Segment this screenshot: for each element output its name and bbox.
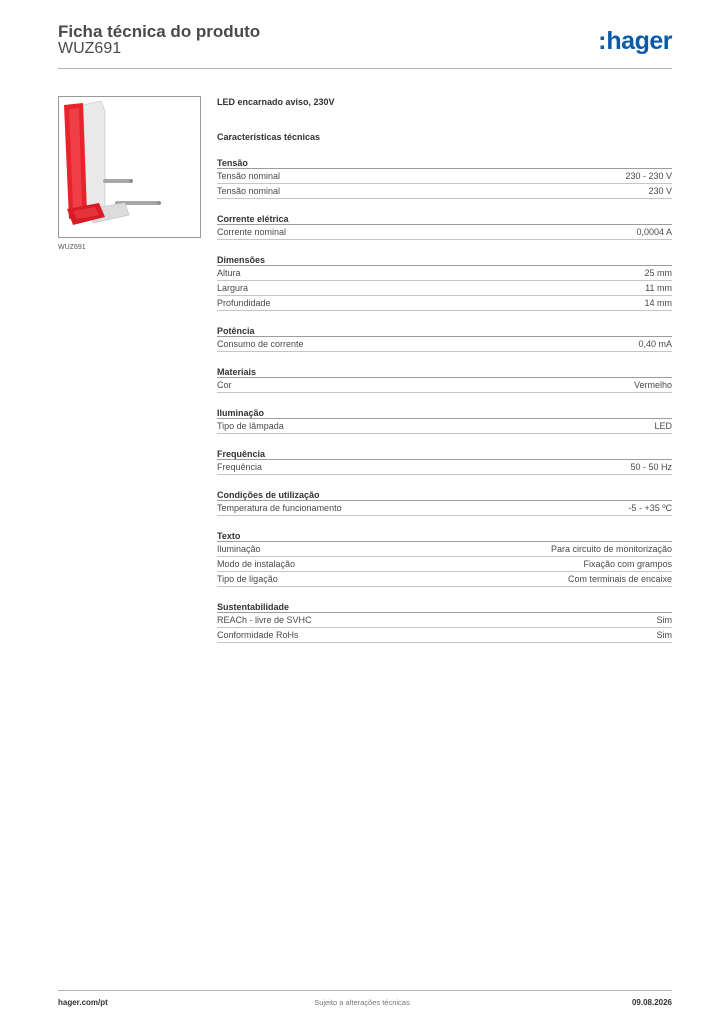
spec-label: Tipo de lâmpada bbox=[217, 421, 284, 431]
spec-value: Sim bbox=[656, 615, 672, 625]
spec-value: Para circuito de monitorização bbox=[550, 544, 672, 554]
spec-label: Tensão nominal bbox=[217, 186, 281, 196]
spec-group-title: Corrente elétrica bbox=[217, 213, 672, 225]
spec-value: Fixação com grampos bbox=[583, 559, 672, 569]
product-description: LED encarnado aviso, 230V bbox=[217, 97, 335, 107]
spec-value: 11 mm bbox=[645, 283, 672, 293]
spec-group-title: Materiais bbox=[217, 366, 672, 378]
spec-value: Sim bbox=[656, 630, 672, 640]
spec-row bbox=[217, 225, 672, 240]
spec-label: Consumo de corrente bbox=[217, 339, 304, 349]
spec-row bbox=[217, 628, 672, 643]
spec-group-title: Condições de utilização bbox=[217, 489, 672, 501]
spec-row bbox=[217, 419, 672, 434]
spec-groups bbox=[217, 157, 672, 643]
spec-label: Tipo de ligação bbox=[217, 574, 278, 584]
spec-group-title: Iluminação bbox=[217, 407, 672, 419]
spec-row bbox=[217, 169, 672, 184]
spec-group bbox=[217, 254, 672, 311]
product-code: WUZ691 bbox=[58, 40, 122, 57]
spec-row bbox=[217, 542, 672, 557]
spec-value: 230 - 230 V bbox=[625, 171, 672, 181]
spec-row bbox=[217, 281, 672, 296]
spec-group bbox=[217, 489, 672, 516]
spec-group-title: Sustentabilidade bbox=[217, 601, 672, 613]
spec-group bbox=[217, 407, 672, 434]
spec-label: Profundidade bbox=[217, 298, 271, 308]
logo-text: hager bbox=[606, 27, 672, 55]
document-title: Ficha técnica do produto bbox=[58, 22, 261, 41]
footer-website[interactable]: hager.com/pt bbox=[58, 998, 108, 1007]
spec-group bbox=[217, 601, 672, 643]
spec-label: Frequência bbox=[217, 462, 263, 472]
page-header bbox=[58, 20, 672, 70]
spec-group-title: Frequência bbox=[217, 448, 672, 460]
spec-group bbox=[217, 530, 672, 587]
spec-group bbox=[217, 213, 672, 240]
spec-value: 25 mm bbox=[644, 268, 672, 278]
product-image-frame bbox=[58, 96, 201, 238]
characteristics-heading: Características técnicas bbox=[217, 132, 321, 142]
spec-label: Conformidade RoHs bbox=[217, 630, 299, 640]
spec-value: Vermelho bbox=[633, 380, 672, 390]
spec-label: Tensão nominal bbox=[217, 171, 281, 181]
spec-group bbox=[217, 366, 672, 393]
spec-value: Com terminais de encaixe bbox=[567, 574, 672, 584]
spec-label: Largura bbox=[217, 283, 249, 293]
spec-value: 0,40 mA bbox=[638, 339, 672, 349]
spec-row bbox=[217, 557, 672, 572]
spec-row bbox=[217, 266, 672, 281]
spec-row bbox=[217, 337, 672, 352]
spec-row bbox=[217, 613, 672, 628]
footer-divider bbox=[58, 990, 672, 991]
header-divider bbox=[58, 68, 672, 69]
spec-value: 14 mm bbox=[644, 298, 672, 308]
spec-label: REACh - livre de SVHC bbox=[217, 615, 312, 625]
spec-group-title: Dimensões bbox=[217, 254, 672, 266]
spec-label: Iluminação bbox=[217, 544, 261, 554]
spec-row bbox=[217, 378, 672, 393]
spec-value: 50 - 50 Hz bbox=[630, 462, 672, 472]
spec-row bbox=[217, 460, 672, 475]
spec-group-title: Tensão bbox=[217, 157, 672, 169]
spec-value: 0,0004 A bbox=[636, 227, 672, 237]
spec-label: Temperatura de funcionamento bbox=[217, 503, 342, 513]
spec-content bbox=[217, 96, 672, 643]
spec-value: LED bbox=[654, 421, 672, 431]
spec-value: 230 V bbox=[648, 186, 672, 196]
spec-group bbox=[217, 448, 672, 475]
spec-group-title: Potência bbox=[217, 325, 672, 337]
footer-notice: Sujeito a alterações técnicas bbox=[314, 998, 410, 1007]
spec-group bbox=[217, 157, 672, 199]
spec-row bbox=[217, 501, 672, 516]
spec-value: -5 - +35 ºC bbox=[628, 503, 672, 513]
spec-label: Modo de instalação bbox=[217, 559, 296, 569]
spec-row bbox=[217, 296, 672, 311]
spec-label: Altura bbox=[217, 268, 241, 278]
spec-row bbox=[217, 572, 672, 587]
spec-group bbox=[217, 325, 672, 352]
product-image-caption: WUZ691 bbox=[58, 244, 86, 251]
spec-group-title: Texto bbox=[217, 530, 672, 542]
led-indicator-image bbox=[59, 97, 200, 237]
spec-label: Corrente nominal bbox=[217, 227, 287, 237]
spec-row bbox=[217, 184, 672, 199]
footer-date: 09.08.2026 bbox=[631, 998, 672, 1007]
hager-logo: :hager bbox=[598, 27, 672, 55]
spec-label: Cor bbox=[217, 380, 232, 390]
